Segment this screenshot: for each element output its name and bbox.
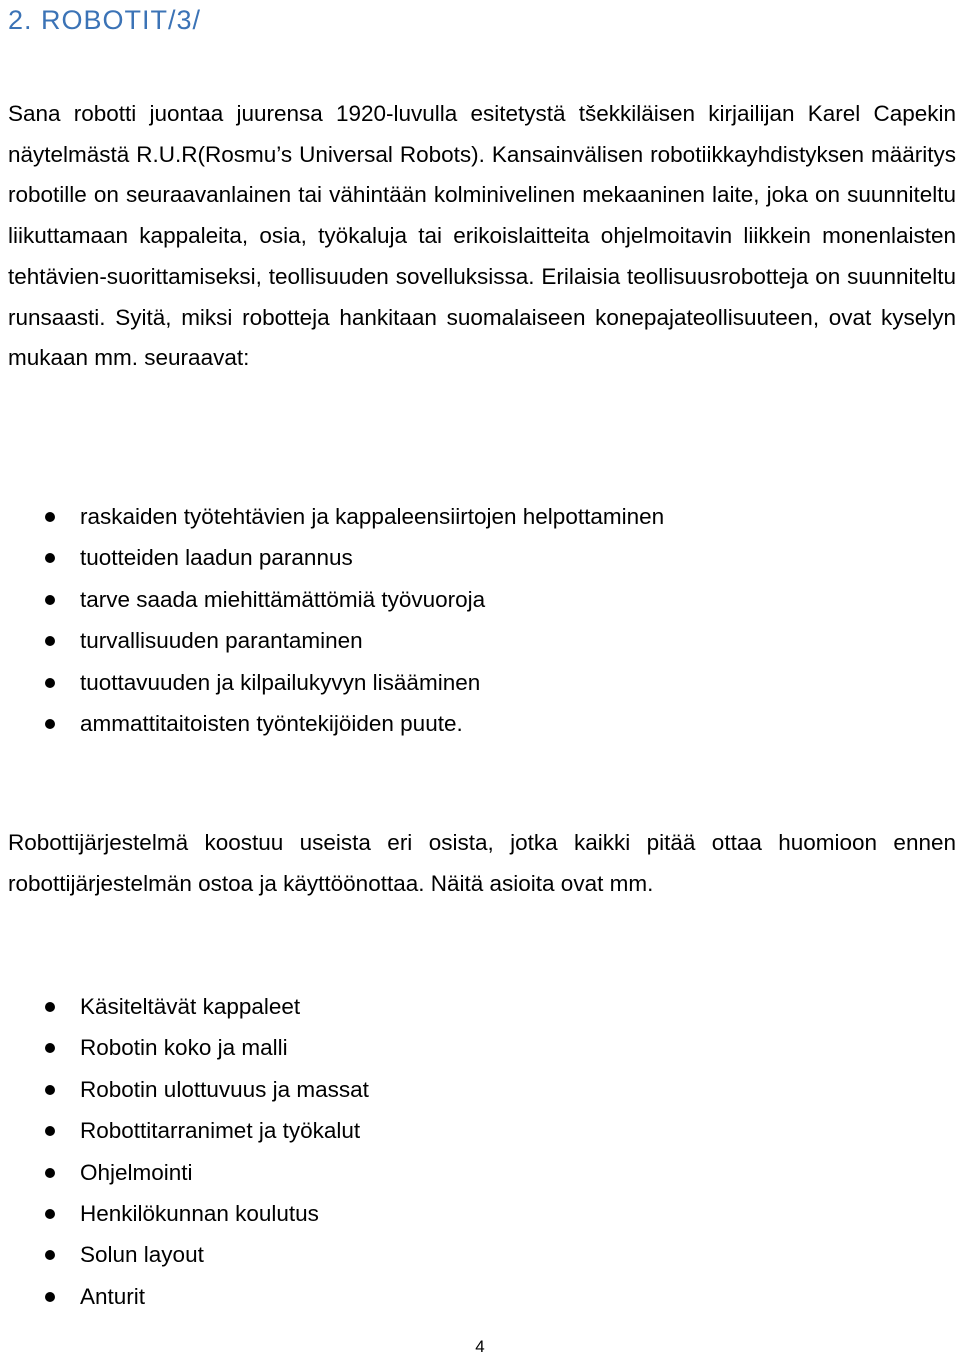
bullet-icon — [45, 1002, 55, 1012]
list-item-text: Solun layout — [80, 1242, 204, 1268]
list-item — [0, 537, 960, 578]
list-item — [0, 703, 960, 744]
bullet-icon — [45, 1085, 55, 1095]
list-item-text: Käsiteltävät kappaleet — [80, 994, 301, 1019]
system-paragraph: Robottijärjestelmä koostuu useista eri osista, jotka kaikki pitää ottaa huomioon ennen robottijärjestelmän ostoa ja käyttöönottaa. Näitä asioita ovat mm. — [8, 830, 956, 896]
list-item — [0, 579, 960, 620]
list-item — [0, 496, 960, 537]
list-item — [0, 1234, 960, 1275]
list-item — [0, 620, 960, 661]
list-item-text: turvallisuuden parantaminen — [80, 628, 363, 654]
bullet-icon — [45, 719, 55, 729]
list-item — [0, 1069, 960, 1110]
bullet-icon — [45, 595, 55, 605]
list-item-text: Anturit — [80, 1283, 146, 1309]
bullet-icon — [45, 512, 55, 522]
bullet-icon — [45, 1126, 55, 1136]
bullet-icon — [45, 553, 55, 563]
list-item — [0, 986, 960, 1027]
list-item-text: tuottavuuden ja kilpailukyvyn lisääminen — [80, 669, 481, 695]
intro-paragraph: Sana robotti juontaa juurensa 1920-luvulla esitetystä tšekkiläisen kirjailijan Karel Capekin näytelmästä R.U.R(Rosmu’s Universal Robots). Kansainvälisen robotiikkayhdistyksen määritys robotille on seuraavanlainen tai vähintään kolminivelinen mekaaninen laite, joka on suunniteltu liikuttamaan kappaleita, osia, työkaluja tai erikoislaitteita ohjelmoitavin liikkein monenlaisten tehtävien-suorittamiseksi, teollisuuden sovelluksissa. Erilaisia teollisuusrobotteja on suunniteltu runsaasti. Syitä, miksi robotteja hankitaan suomalaiseen konepajateollisuuteen, ovat kyselyn mukaan mm. seuraavat: — [8, 101, 956, 371]
list-item — [0, 662, 960, 703]
list-item-text: Robotin ulottuvuus ja massat — [80, 1076, 369, 1102]
bullet-icon — [45, 1043, 55, 1053]
reasons-list — [0, 496, 960, 744]
bullet-icon — [45, 1292, 55, 1302]
list-item — [0, 1110, 960, 1151]
list-item-text: raskaiden työtehtävien ja kappaleensiirtojen helpottaminen — [80, 504, 665, 529]
list-item — [0, 1276, 960, 1317]
bullet-icon — [45, 636, 55, 646]
list-item-text: tuotteiden laadun parannus — [80, 545, 353, 571]
page-number: 4 — [475, 1337, 485, 1356]
section-heading: 2. ROBOTIT/3/ — [8, 5, 202, 35]
list-item — [0, 1193, 960, 1234]
bullet-icon — [45, 678, 55, 688]
list-item-text: Ohjelmointi — [80, 1159, 193, 1185]
bullet-icon — [45, 1250, 55, 1260]
considerations-list — [0, 986, 960, 1317]
list-item-text: Robottitarranimet ja työkalut — [80, 1118, 361, 1144]
bullet-icon — [45, 1209, 55, 1219]
list-item-text: Robotin koko ja malli — [80, 1035, 288, 1061]
list-item-text: ammattitaitoisten työntekijöiden puute. — [80, 710, 463, 736]
list-item-text: Henkilökunnan koulutus — [80, 1200, 319, 1226]
list-item-text: tarve saada miehittämättömiä työvuoroja — [80, 586, 486, 612]
list-item — [0, 1152, 960, 1193]
bullet-icon — [45, 1168, 55, 1178]
list-item — [0, 1027, 960, 1068]
